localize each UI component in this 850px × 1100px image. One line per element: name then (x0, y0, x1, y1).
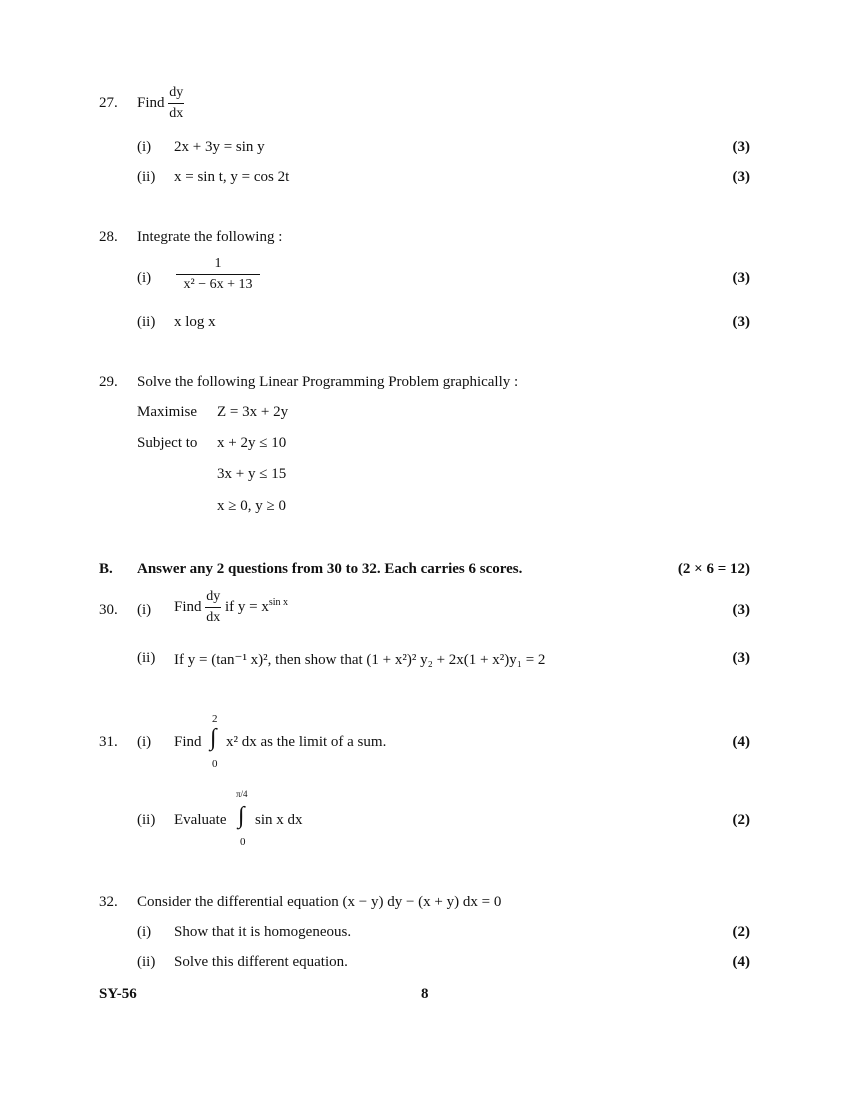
find-label: Find (137, 94, 165, 111)
part-label: (i) (137, 734, 152, 750)
fraction-numerator: 1 (176, 257, 260, 275)
fraction-denominator: x² − 6x + 13 (183, 277, 253, 292)
subject-to-label: Subject to (137, 435, 198, 451)
fraction-denominator: dx (169, 106, 184, 121)
part-marks: (3) (732, 650, 750, 666)
part-marks: (4) (732, 954, 750, 970)
integrand-text: sin x dx (255, 812, 303, 828)
fraction-numerator: dy (168, 86, 184, 104)
part-expression (174, 590, 288, 625)
maximise-label: Maximise (137, 404, 197, 420)
part-label: (i) (137, 602, 152, 618)
constraint: x + 2y ≤ 10 (217, 435, 287, 451)
question-number: 30. (99, 602, 118, 618)
part-text: Show that it is homogeneous. (174, 924, 352, 940)
evaluate-label: Evaluate (174, 812, 227, 828)
section-instruction: Answer any 2 questions from 30 to 32. Each carries 6 scores. (137, 561, 523, 577)
find-label: Find (174, 734, 202, 750)
part-marks: (3) (732, 314, 750, 330)
part-label: (i) (137, 270, 152, 286)
section-label: B. (99, 561, 113, 577)
part-marks: (4) (732, 734, 750, 750)
upper-limit: π/4 (236, 789, 248, 799)
part-text: Solve this different equation. (174, 954, 348, 970)
integrand-text: x² dx as the limit of a sum. (226, 734, 387, 750)
question-number: 28. (99, 229, 118, 245)
part-label: (i) (137, 924, 152, 940)
part-marks: (2) (732, 812, 750, 828)
part-marks: (3) (732, 139, 750, 155)
part-expression: If y = (tan⁻¹ x)², then show that (1 + x²)² y₂ + 2x(1 + x²)y₁ = 2 (174, 652, 546, 668)
constraint: 3x + y ≤ 15 (217, 466, 287, 482)
part-marks: (2) (732, 924, 750, 940)
constraint: x ≥ 0, y ≥ 0 (217, 498, 286, 514)
question-stem: Solve the following Linear Programming Problem graphically : (137, 374, 519, 390)
question-number: 27. (99, 95, 118, 111)
part-expression: x = sin t, y = cos 2t (174, 169, 290, 185)
part-expression: x log x (174, 314, 216, 330)
question-stem: Integrate the following : (137, 229, 283, 245)
question-stem: Consider the differential equation (x − y) dy − (x + y) dx = 0 (137, 894, 502, 910)
part-label: (ii) (137, 812, 156, 828)
integral-icon: ∫ (210, 725, 217, 751)
part-label: (ii) (137, 314, 156, 330)
exponent: sin x (268, 596, 289, 608)
condition-text: if y = x (225, 598, 269, 615)
derivative-fraction (205, 590, 221, 625)
objective-function: Z = 3x + 2y (217, 404, 289, 420)
question-number: 29. (99, 374, 118, 390)
fraction-denominator: dx (206, 610, 221, 625)
derivative-fraction (168, 86, 184, 121)
part-label: (i) (137, 139, 152, 155)
section-marks: (2 × 6 = 12) (677, 561, 750, 577)
question-stem (137, 86, 184, 121)
part-marks: (3) (732, 270, 750, 286)
question-number: 31. (99, 734, 118, 750)
part-expression: 2x + 3y = sin y (174, 139, 265, 155)
question-number: 32. (99, 894, 118, 910)
upper-limit: 2 (212, 713, 218, 725)
part-marks: (3) (732, 169, 750, 185)
part-label: (ii) (137, 169, 156, 185)
part-marks: (3) (732, 602, 750, 618)
lower-limit: 0 (212, 758, 218, 770)
part-label: (ii) (137, 650, 156, 666)
integrand-fraction (176, 257, 260, 292)
lower-limit: 0 (240, 836, 246, 848)
fraction-numerator: dy (205, 590, 221, 608)
find-label: Find (174, 598, 202, 615)
page-number: 8 (421, 986, 429, 1002)
part-label: (ii) (137, 954, 156, 970)
paper-code: SY-56 (99, 986, 137, 1002)
integral-icon: ∫ (238, 803, 245, 829)
